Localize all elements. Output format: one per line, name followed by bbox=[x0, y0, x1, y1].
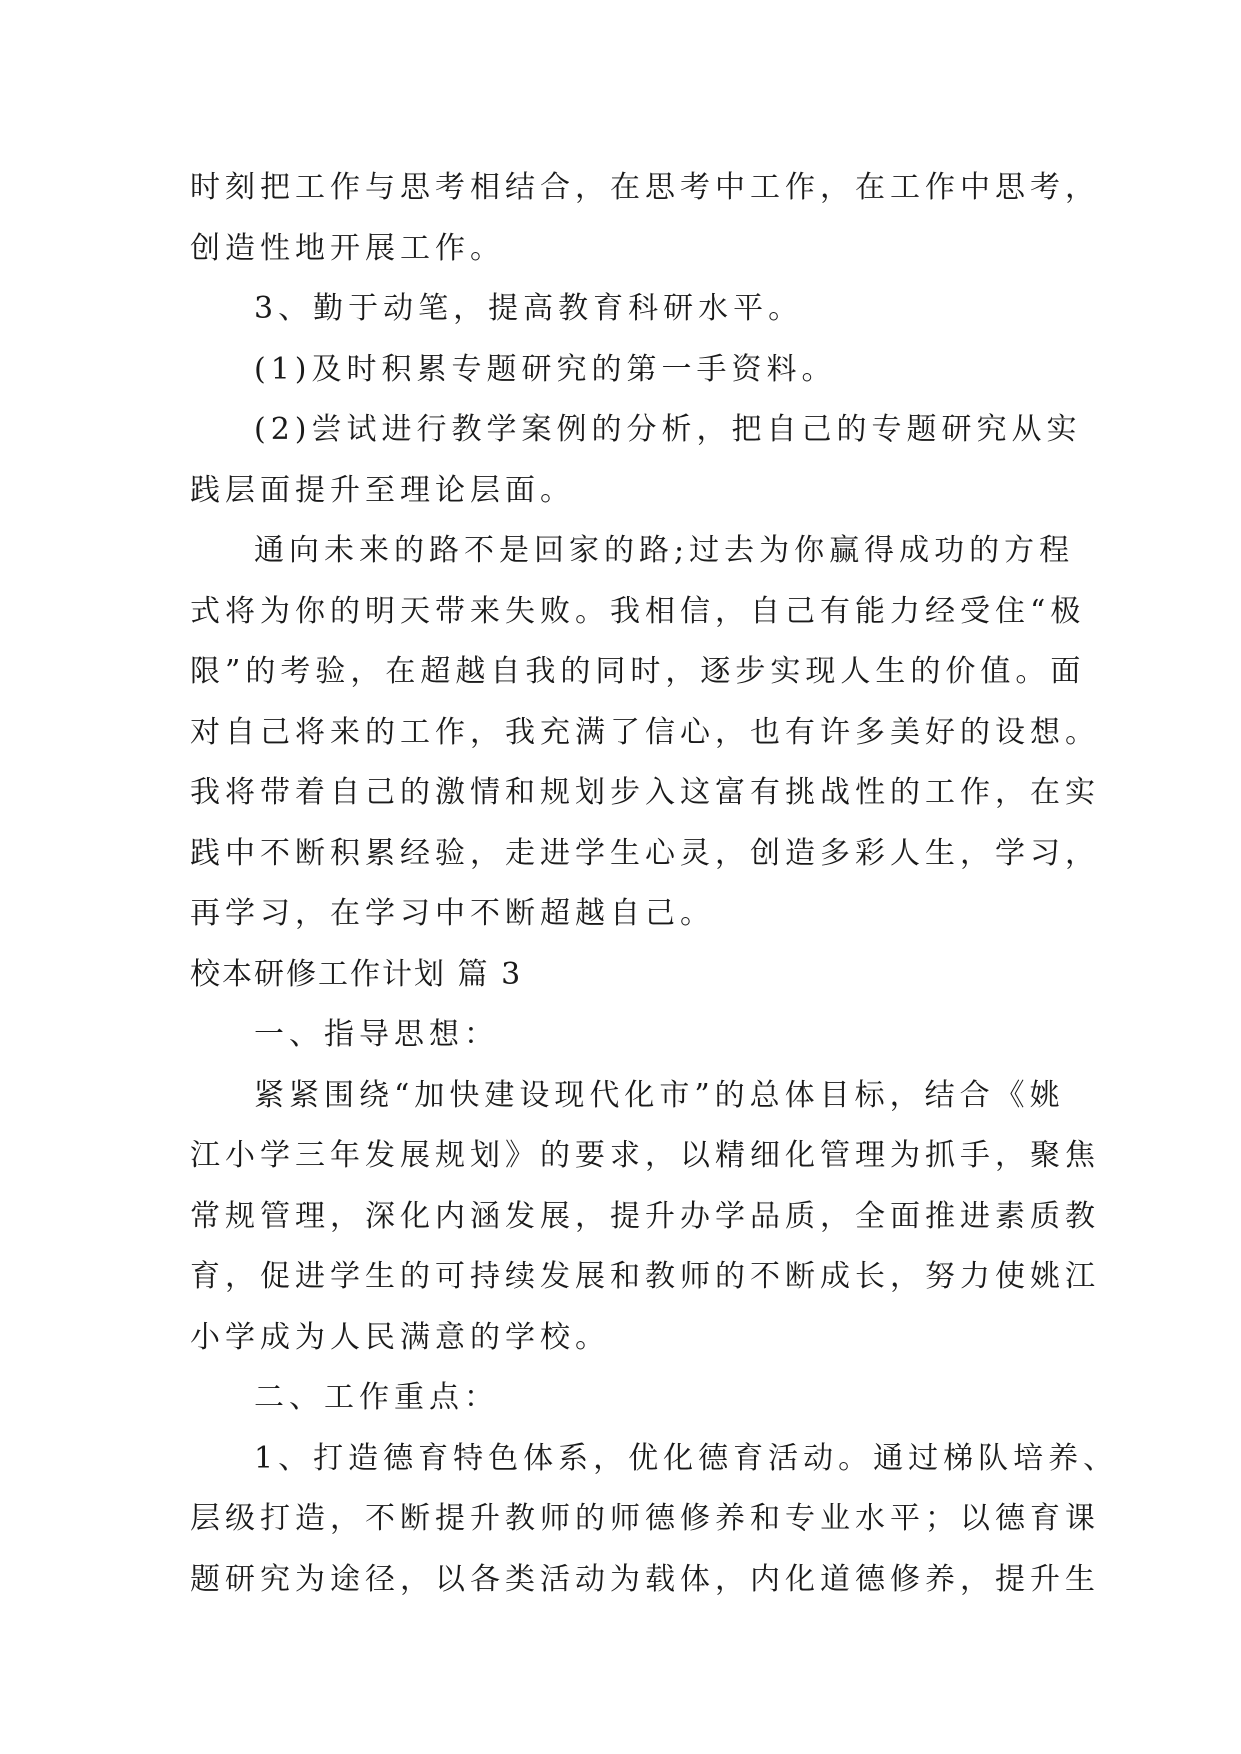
text-line: 二、工作重点： bbox=[254, 1380, 499, 1415]
text-line: 层级打造，不断提升教师的师德修养和专业水平；以德育课 bbox=[190, 1501, 1100, 1536]
text-line: 践中不断积累经验，走进学生心灵，创造多彩人生，学习， bbox=[190, 835, 1100, 871]
text-line: 我将带着自己的激情和规划步入这富有挑战性的工作，在实 bbox=[190, 775, 1100, 810]
text-line: 一、指导思想： bbox=[254, 1017, 499, 1052]
text-line: 再学习，在学习中不断超越自己。 bbox=[190, 896, 715, 931]
text-line: 通向未来的路不是回家的路;过去为你赢得成功的方程 bbox=[254, 533, 1075, 568]
text-line: 紧紧围绕“加快建设现代化市”的总体目标，结合《姚 bbox=[254, 1077, 1065, 1113]
text-line: 践层面提升至理论层面。 bbox=[190, 472, 575, 508]
text-line: 式将为你的明天带来失败。我相信，自己有能力经受住“极 bbox=[190, 593, 1086, 629]
text-line: 常规管理，深化内涵发展，提升办学品质，全面推进素质教 bbox=[190, 1198, 1100, 1234]
text-line: 对自己将来的工作，我充满了信心，也有许多美好的设想。 bbox=[190, 714, 1100, 750]
text-line: (1)及时积累专题研究的第一手资料。 bbox=[254, 351, 837, 387]
text-line: (2)尝试进行教学案例的分析，把自己的专题研究从实 bbox=[254, 412, 1082, 447]
text-line: 育，促进学生的可持续发展和教师的不断成长，努力使姚江 bbox=[190, 1259, 1100, 1294]
text-line: 1、打造德育特色体系，优化德育活动。通过梯队培养、 bbox=[254, 1440, 1119, 1476]
text-line: 题研究为途径，以各类活动为载体，内化道德修养，提升生 bbox=[190, 1561, 1100, 1597]
text-line: 江小学三年发展规划》的要求，以精细化管理为抓手，聚焦 bbox=[190, 1138, 1100, 1173]
text-line: 3、勤于动笔，提高教育科研水平。 bbox=[254, 291, 804, 326]
section-heading: 校本研修工作计划 篇 3 bbox=[190, 956, 523, 992]
text-line: 小学成为人民满意的学校。 bbox=[190, 1319, 610, 1355]
document-body bbox=[190, 158, 1119, 1610]
text-line: 创造性地开展工作。 bbox=[190, 230, 505, 266]
text-line: 限”的考验，在超越自我的同时，逐步实现人生的价值。面 bbox=[190, 654, 1086, 689]
text-line: 时刻把工作与思考相结合，在思考中工作，在工作中思考， bbox=[190, 170, 1100, 205]
